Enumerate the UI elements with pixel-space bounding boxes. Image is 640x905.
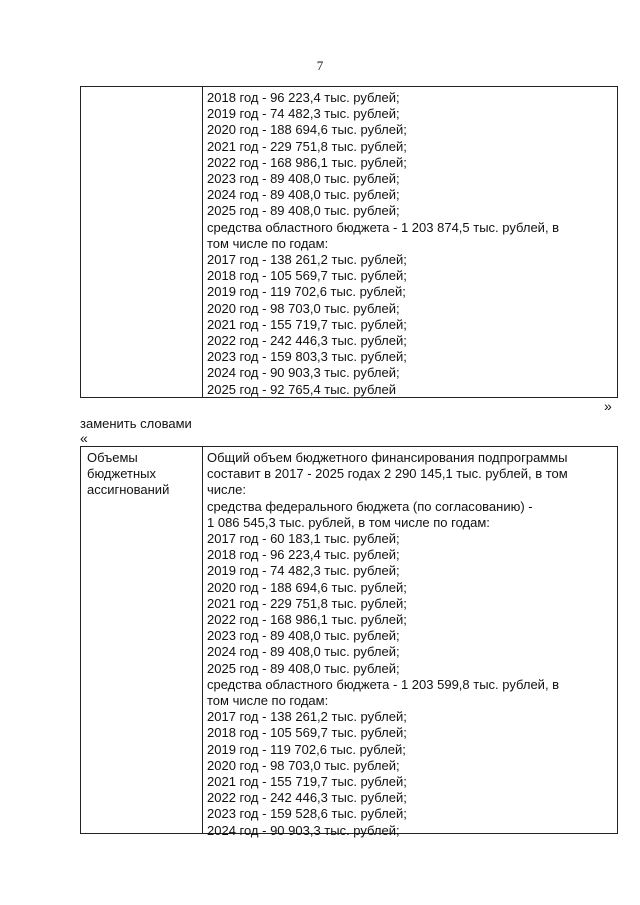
text-line: 2019 год - 74 482,3 тыс. рублей; xyxy=(207,563,400,579)
text-line: том числе по годам: xyxy=(207,693,329,709)
opening-quote: « xyxy=(80,430,88,446)
text-line: 2024 год - 90 903,3 тыс. рублей; xyxy=(207,365,400,381)
text-line: 2020 год - 98 703,0 тыс. рублей; xyxy=(207,757,400,773)
closing-quote: » xyxy=(604,398,612,414)
replace-instruction: заменить словами xyxy=(80,416,192,431)
text-line: 2021 год - 155 719,7 тыс. рублей; xyxy=(207,316,407,332)
text-line: 2025 год - 89 408,0 тыс. рублей; xyxy=(207,660,400,676)
text-line: 2017 год - 138 261,2 тыс. рублей; xyxy=(207,709,407,725)
text-line: 2020 год - 98 703,0 тыс. рублей; xyxy=(207,300,400,316)
text-line: 2023 год - 89 408,0 тыс. рублей; xyxy=(207,628,400,644)
text-line: том числе по годам: xyxy=(207,235,329,251)
text-line: 2017 год - 138 261,2 тыс. рублей; xyxy=(207,252,407,268)
text-line: Общий объем бюджетного финансирования подпрограммы xyxy=(207,450,568,465)
text-line: 2019 год - 74 482,3 тыс. рублей; xyxy=(207,106,400,122)
text-line: 2020 год - 188 694,6 тыс. рублей; xyxy=(207,122,407,138)
text-line: 2022 год - 168 986,1 тыс. рублей; xyxy=(207,612,407,628)
text-line: 2018 год - 105 569,7 тыс. рублей; xyxy=(207,268,407,284)
text-line: 2021 год - 229 751,8 тыс. рублей; xyxy=(207,595,407,611)
text-line: бюджетных xyxy=(87,466,156,482)
text-line: 1 086 545,3 тыс. рублей, в том числе по годам: xyxy=(207,514,490,530)
text-line: 2019 год - 119 702,6 тыс. рублей; xyxy=(207,741,406,757)
text-line: числе: xyxy=(207,482,246,498)
text-line: 2023 год - 159 528,6 тыс. рублей; xyxy=(207,806,407,822)
text-line: 2017 год - 60 183,1 тыс. рублей; xyxy=(207,531,400,547)
text-line: Объемы xyxy=(87,450,138,465)
text-line: 2022 год - 168 986,1 тыс. рублей; xyxy=(207,154,407,170)
table-left-cell xyxy=(81,87,203,397)
text-line: 2022 год - 242 446,3 тыс. рублей; xyxy=(207,333,407,349)
text-line: средства федерального бюджета (по согласованию) - xyxy=(207,498,533,514)
text-line: средства областного бюджета - 1 203 874,5 тыс. рублей, в xyxy=(207,219,560,235)
text-line: составит в 2017 - 2025 годах 2 290 145,1 тыс. рублей, в том xyxy=(207,466,568,482)
text-line: 2025 год - 89 408,0 тыс. рублей; xyxy=(207,203,400,219)
text-line: 2023 год - 89 408,0 тыс. рублей; xyxy=(207,171,400,187)
text-line: 2023 год - 159 803,3 тыс. рублей; xyxy=(207,349,407,365)
text-line: 2018 год - 96 223,4 тыс. рублей; xyxy=(207,547,400,563)
text-line: 2024 год - 89 408,0 тыс. рублей; xyxy=(207,187,400,203)
text-line: средства областного бюджета - 1 203 599,8 тыс. рублей, в xyxy=(207,676,560,692)
text-line: 2018 год - 105 569,7 тыс. рублей; xyxy=(207,725,407,741)
table-right-cell xyxy=(203,447,617,838)
budget-table-old xyxy=(80,86,618,398)
text-line: 2021 год - 155 719,7 тыс. рублей; xyxy=(207,774,407,790)
text-line: 2020 год - 188 694,6 тыс. рублей; xyxy=(207,579,407,595)
page-number: 7 xyxy=(316,58,324,73)
budget-table-new xyxy=(80,446,618,838)
text-line: 2018 год - 96 223,4 тыс. рублей; xyxy=(207,90,400,105)
table-left-cell xyxy=(81,447,203,833)
text-line: 2022 год - 242 446,3 тыс. рублей; xyxy=(207,790,407,806)
table-right-cell xyxy=(203,87,617,397)
text-line: 2025 год - 92 765,4 тыс. рублей xyxy=(207,381,396,397)
text-line: 2019 год - 119 702,6 тыс. рублей; xyxy=(207,284,406,300)
text-line: 2024 год - 90 903,3 тыс. рублей; xyxy=(207,822,400,838)
text-line: 2024 год - 89 408,0 тыс. рублей; xyxy=(207,644,400,660)
text-line: ассигнований xyxy=(87,482,170,498)
text-line: 2021 год - 229 751,8 тыс. рублей; xyxy=(207,138,407,154)
